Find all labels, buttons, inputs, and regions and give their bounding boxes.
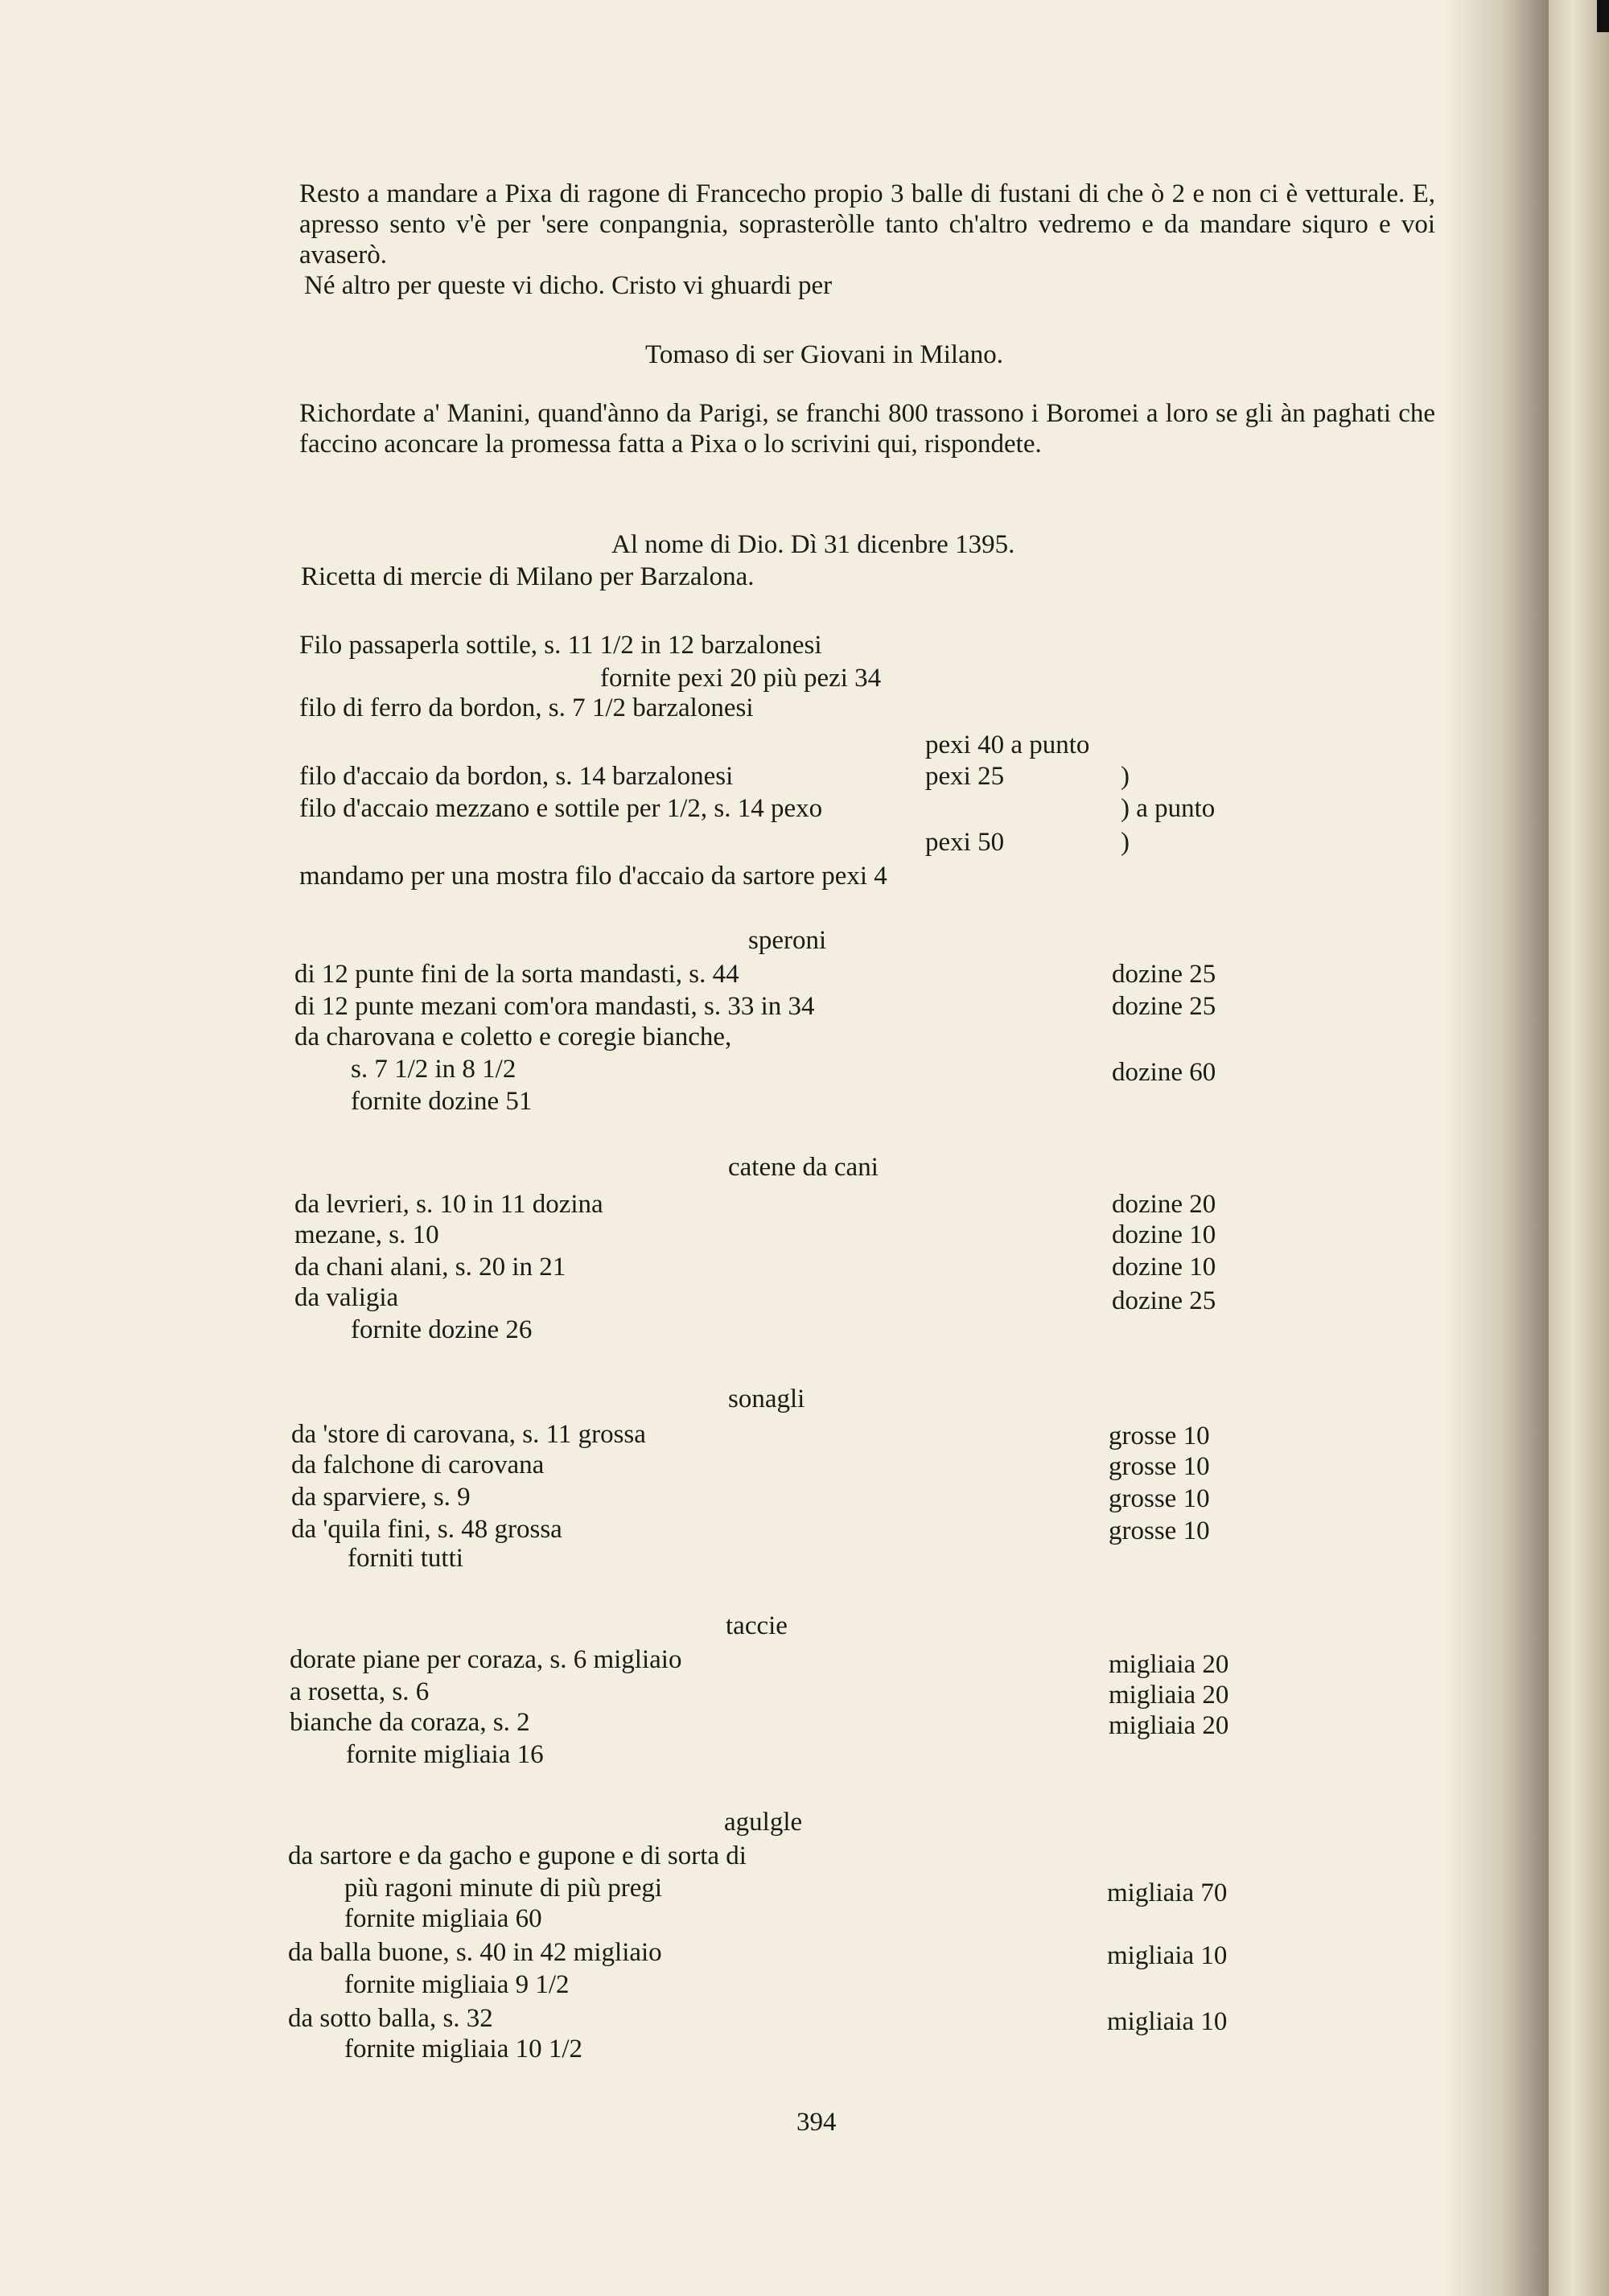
list-item-qty: migliaia 70 [1107,1878,1228,1907]
list-item: bianche da coraza, s. 2 [290,1708,530,1737]
paragraph-2: Né altro per queste vi dicho. Cristo vi ghuardi per [304,271,833,300]
list-item: da sartore e da gacho e gupone e di sorta di [288,1841,747,1870]
filo-line: pexi 50 [925,828,1005,857]
page-number: 394 [796,2108,837,2137]
list-item-qty: grosse 10 [1109,1516,1210,1545]
list-item: forniti tutti [348,1544,463,1573]
filo-line: filo di ferro da bordon, s. 7 1/2 barzalonesi [299,693,754,722]
list-item-qty: grosse 10 [1109,1452,1210,1481]
list-item: fornite dozine 51 [351,1087,533,1116]
list-item: da valigia [294,1283,399,1312]
heading-title: Ricetta di mercie di Milano per Barzalona. [301,562,755,591]
filo-line: pexi 25 [925,762,1005,791]
list-item-qty: dozine 10 [1112,1253,1216,1282]
list-item: da falchone di carovana [291,1450,545,1479]
filo-bracket: ) a punto [1121,794,1216,823]
paragraph-1: Resto a mandare a Pixa di ragone di Francecho propio 3 balle di fustani di che ò 2 e non ci è vetturale. E, apresso sento v'è per 'sere conpangnia, soprasteròlle tanto ch'altro vedremo e da mandare siquro e voi avaserò. [299,179,1435,270]
list-item-qty: dozine 25 [1112,992,1216,1021]
filo-bracket: ) [1121,828,1130,857]
section-heading: speroni [748,926,827,955]
list-item-qty: migliaia 20 [1109,1711,1229,1740]
section-heading: sonagli [728,1385,805,1413]
filo-bracket: ) [1121,762,1130,791]
filo-line: pexi 40 a punto [925,730,1090,759]
signature: Tomaso di ser Giovani in Milano. [645,340,1003,369]
list-item-qty: dozine 25 [1112,1286,1216,1315]
list-item-qty: migliaia 20 [1109,1650,1229,1679]
list-item: più ragoni minute di più pregi [344,1874,663,1903]
list-item: da chani alani, s. 20 in 21 [294,1253,566,1282]
list-item: da balla buone, s. 40 in 42 migliaio [288,1938,662,1967]
list-item: da levrieri, s. 10 in 11 dozina [294,1190,603,1219]
list-item: da charovana e coletto e coregie bianche, [294,1023,732,1051]
heading-date: Al nome di Dio. Dì 31 dicenbre 1395. [611,530,1015,559]
list-item: s. 7 1/2 in 8 1/2 [351,1055,516,1084]
list-item-qty: grosse 10 [1109,1422,1210,1450]
list-item: dorate piane per coraza, s. 6 migliaio [290,1645,682,1674]
list-item-qty: dozine 25 [1112,960,1216,989]
filo-line: filo d'accaio da bordon, s. 14 barzalonesi [299,762,734,791]
list-item-qty: dozine 10 [1112,1220,1216,1249]
list-item: a rosetta, s. 6 [290,1677,430,1706]
page-corner-shadow [1597,0,1609,32]
list-item: da 'quila fini, s. 48 grossa [291,1515,562,1544]
filo-line: fornite pexi 20 più pezi 34 [600,664,882,693]
list-item: fornite migliaia 10 1/2 [344,2035,583,2064]
list-item-qty: migliaia 20 [1109,1681,1229,1710]
list-item: di 12 punte mezani com'ora mandasti, s. 33 in 34 [294,992,815,1021]
list-item: mezane, s. 10 [294,1220,439,1249]
section-heading: taccie [726,1611,788,1640]
list-item: da sparviere, s. 9 [291,1483,471,1512]
section-heading: agulgle [724,1808,803,1837]
list-item: fornite migliaia 60 [344,1904,542,1933]
list-item: fornite dozine 26 [351,1315,533,1344]
list-item: di 12 punte fini de la sorta mandasti, s. 44 [294,960,739,989]
list-item-qty: dozine 60 [1112,1058,1216,1087]
section-heading: catene da cani [728,1153,879,1182]
list-item-qty: migliaia 10 [1107,1941,1228,1970]
list-item: da 'store di carovana, s. 11 grossa [291,1420,646,1449]
list-item: da sotto balla, s. 32 [288,2004,493,2033]
filo-line: filo d'accaio mezzano e sottile per 1/2, s. 14 pexo [299,794,823,823]
page-edge [1549,0,1609,2296]
list-item-qty: dozine 20 [1112,1190,1216,1219]
gutter-shadow [1444,0,1549,2296]
list-item: fornite migliaia 9 1/2 [344,1970,570,1999]
list-item: fornite migliaia 16 [346,1740,544,1769]
paragraph-3: Richordate a' Manini, quand'ànno da Parigi, se franchi 800 trassono i Boromei a loro se gli àn paghati che faccino aconcare la promessa fatta a Pixa o lo scrivini qui, rispondete. [299,399,1435,459]
list-item-qty: migliaia 10 [1107,2007,1228,2036]
filo-line: mandamo per una mostra filo d'accaio da sartore pexi 4 [299,862,887,891]
filo-line: Filo passaperla sottile, s. 11 1/2 in 12 barzalonesi [299,631,822,660]
list-item-qty: grosse 10 [1109,1484,1210,1513]
